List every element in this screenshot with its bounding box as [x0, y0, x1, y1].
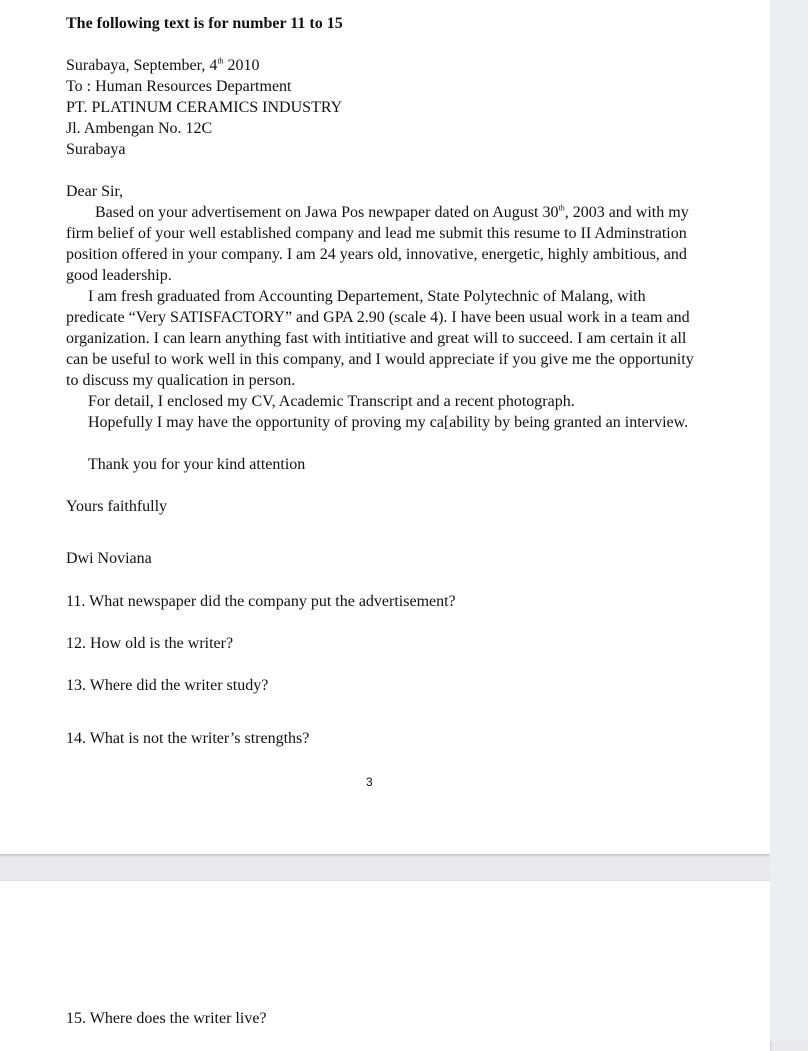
date-suffix: 2010 [223, 57, 260, 74]
question-13: 13. Where did the writer study? [66, 677, 269, 694]
letter-city: Surabaya [66, 141, 126, 158]
letter-recipient: To : Human Resources Department [66, 78, 292, 95]
letter-paragraph-3 [66, 391, 706, 412]
letter-paragraph-1 [66, 202, 706, 286]
para4-text: Hopefully I may have the opportunity of proving my ca[ability by being granted an interview. [88, 414, 689, 431]
letter-date [66, 55, 260, 76]
letter-company: PT. PLATINUM CERAMICS INDUSTRY [66, 99, 343, 116]
letter-salutation: Dear Sir, [66, 183, 124, 200]
para3-text: For detail, I enclosed my CV, Academic Transcript and a recent photograph. [88, 393, 575, 410]
para2-text: I am fresh graduated from Accounting Departement, State Polytechnic of Malang, with predicate “Very SATISFACTORY” and GPA 2.90 (scale 4). I have been usual work in a team and organization. I can learn anything fast with intitiative and great will to succeed. I am certain it all can be useful to work well in this company, and I would appreciate if you give me the opportunity to discuss my qualication in person. [66, 288, 694, 389]
letter-signature: Dwi Noviana [66, 550, 152, 567]
section-heading: The following text is for number 11 to 15 [66, 15, 343, 32]
letter-paragraph-4 [66, 412, 706, 433]
document-page-2 [0, 881, 770, 1051]
question-14: 14. What is not the writer’s strengths? [66, 730, 310, 747]
question-15: 15. Where does the writer live? [66, 1010, 267, 1027]
question-11: 11. What newspaper did the company put the advertisement? [66, 593, 456, 610]
date-prefix: Surabaya, September, 4 [66, 57, 218, 74]
para1-superscript: th [558, 203, 565, 213]
scrollbar-track[interactable] [770, 0, 808, 1041]
para1-part-b: , 2003 and with my firm belief of your well established company and lead me submit this resume to II Adminstration position offered in your company. I am 24 years old, innovative, energetic, highly ambitious, and good leadership. [66, 204, 689, 284]
page-number: 3 [366, 775, 373, 789]
para5-text: Thank you for your kind attention [88, 456, 306, 473]
question-12: 12. How old is the writer? [66, 635, 234, 652]
para1-part-a: Based on your advertisement on Jawa Pos newpaper dated on August 30 [95, 204, 559, 221]
letter-paragraph-5 [66, 454, 706, 475]
letter-street: Jl. Ambengan No. 12C [66, 120, 213, 137]
letter-paragraph-2 [66, 286, 706, 391]
letter-closing: Yours faithfully [66, 498, 168, 515]
date-superscript: th [217, 56, 224, 66]
